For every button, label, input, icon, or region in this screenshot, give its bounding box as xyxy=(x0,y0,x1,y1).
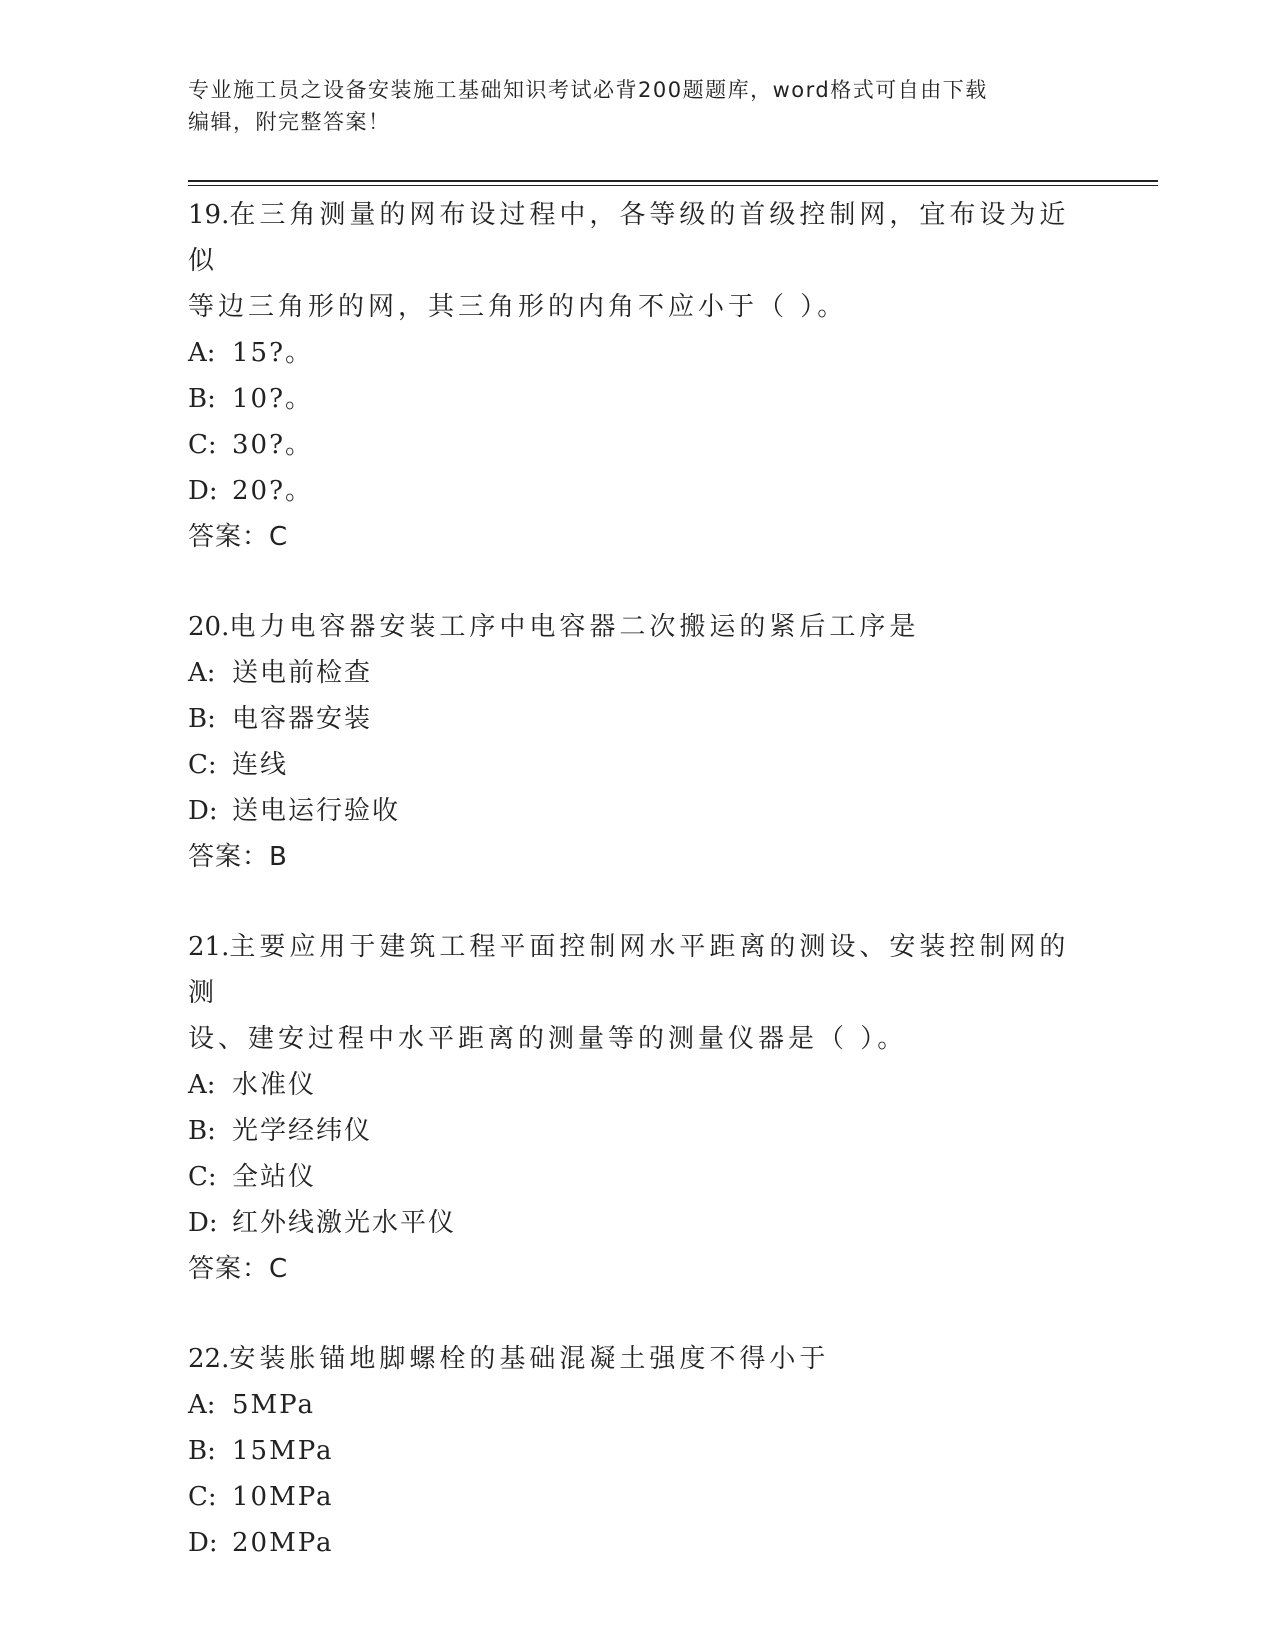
question-text xyxy=(188,924,1088,1016)
option-text: 连线 xyxy=(232,750,289,780)
option-text: 红外线激光水平仪 xyxy=(232,1208,457,1238)
question-22 xyxy=(188,1336,1088,1566)
question-21 xyxy=(188,924,1088,1292)
question-text-line-1: 安装胀锚地脚螺栓的基础混凝土强度不得小于 xyxy=(229,1344,830,1374)
option-a xyxy=(188,650,1088,696)
question-text-line-2: 设、建安过程中水平距离的测量等的测量仪器是（ ）。 xyxy=(188,1024,908,1054)
option-b xyxy=(188,1108,1088,1154)
option-c xyxy=(188,1154,1088,1200)
option-c xyxy=(188,1474,1088,1520)
option-letter: B: xyxy=(188,1116,216,1146)
question-text-line-1: 主要应用于建筑工程平面控制网水平距离的测设、安装控制网的测 xyxy=(188,932,1070,1008)
option-text: 电容器安装 xyxy=(232,704,373,734)
question-text-line-2: 等边三角形的网，其三角形的内角不应小于（ ）。 xyxy=(188,292,848,322)
option-letter: C: xyxy=(188,750,217,780)
answer-text: 答案：C xyxy=(188,1254,289,1284)
option-b xyxy=(188,376,1088,422)
option-c xyxy=(188,422,1088,468)
question-text-line-1: 在三角测量的网布设过程中，各等级的首级控制网，宜布设为近似 xyxy=(188,200,1070,276)
question-text-line-1: 电力电容器安装工序中电容器二次搬运的紧后工序是 xyxy=(229,612,920,642)
option-c xyxy=(188,742,1088,788)
option-text: 20?。 xyxy=(232,476,314,506)
option-d xyxy=(188,788,1088,834)
option-letter: A: xyxy=(188,1070,216,1100)
header-line-1: 专业施工员之设备安装施工基础知识考试必背200题题库，word格式可自由下载 xyxy=(188,78,988,102)
header-line-2: 编辑，附完整答案！ xyxy=(188,110,391,134)
header-rule-thick xyxy=(188,180,1158,182)
option-text: 20MPa xyxy=(232,1528,334,1558)
option-text: 15?。 xyxy=(232,338,314,368)
answer-text: 答案：B xyxy=(188,842,288,872)
option-letter: B: xyxy=(188,384,216,414)
question-text xyxy=(188,1336,1088,1382)
question-text xyxy=(188,192,1088,284)
option-letter: B: xyxy=(188,1436,216,1466)
option-text: 10MPa xyxy=(232,1482,334,1512)
option-text: 15MPa xyxy=(232,1436,334,1466)
option-d xyxy=(188,1520,1088,1566)
document-header xyxy=(188,74,1088,138)
option-text: 水准仪 xyxy=(232,1070,317,1100)
option-a xyxy=(188,330,1088,376)
option-d xyxy=(188,1200,1088,1246)
option-letter: A: xyxy=(188,658,216,688)
question-number: 19. xyxy=(188,200,230,230)
question-19 xyxy=(188,192,1088,560)
option-letter: D: xyxy=(188,796,218,826)
option-text: 送电前检查 xyxy=(232,658,373,688)
option-text: 5MPa xyxy=(232,1390,315,1420)
option-a xyxy=(188,1382,1088,1428)
option-text: 光学经纬仪 xyxy=(232,1116,373,1146)
option-letter: B: xyxy=(188,704,216,734)
option-letter: C: xyxy=(188,430,217,460)
option-letter: C: xyxy=(188,1162,217,1192)
option-text: 30?。 xyxy=(232,430,314,460)
option-text: 全站仪 xyxy=(232,1162,317,1192)
question-text xyxy=(188,604,1088,650)
answer-text: 答案：C xyxy=(188,522,289,552)
option-letter: C: xyxy=(188,1482,217,1512)
question-number: 22. xyxy=(188,1344,230,1374)
option-a xyxy=(188,1062,1088,1108)
header-rule-thin xyxy=(188,185,1158,186)
question-number: 21. xyxy=(188,932,230,962)
option-b xyxy=(188,1428,1088,1474)
question-number: 20. xyxy=(188,612,230,642)
option-d xyxy=(188,468,1088,514)
option-letter: D: xyxy=(188,476,218,506)
option-letter: D: xyxy=(188,1528,218,1558)
question-list xyxy=(188,192,1088,1610)
question-20 xyxy=(188,604,1088,880)
option-text: 送电运行验收 xyxy=(232,796,401,826)
option-letter: A: xyxy=(188,338,216,368)
option-text: 10?。 xyxy=(232,384,314,414)
option-letter: A: xyxy=(188,1390,216,1420)
option-b xyxy=(188,696,1088,742)
option-letter: D: xyxy=(188,1208,218,1238)
